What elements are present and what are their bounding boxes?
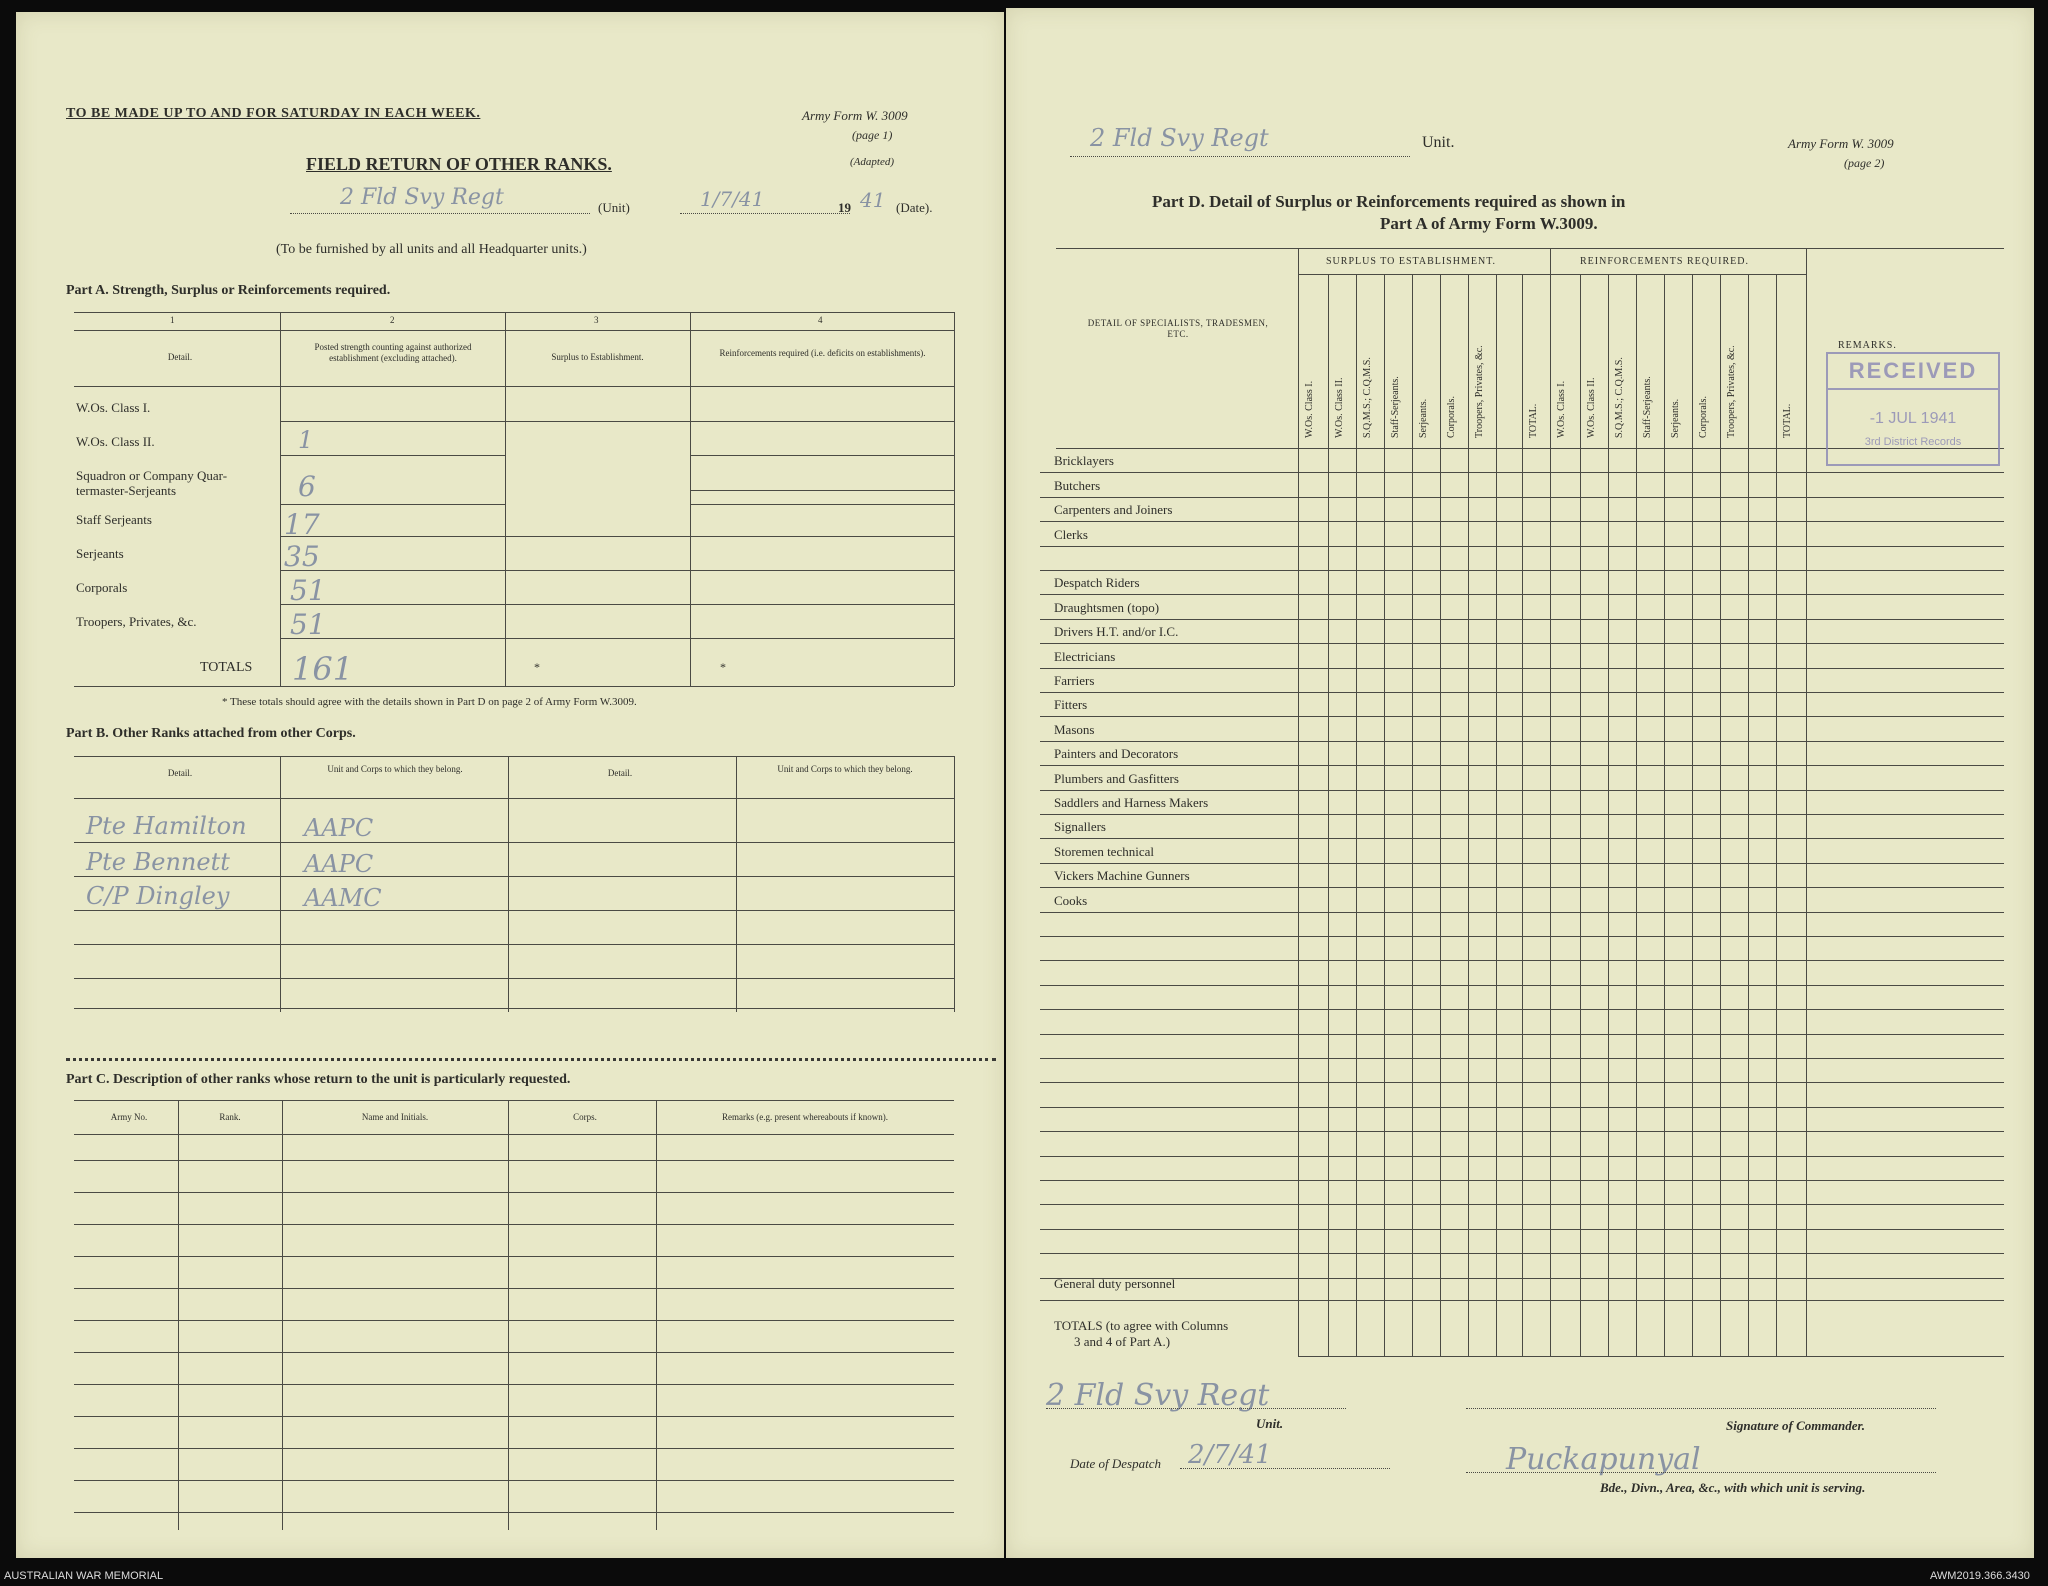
row-label: Staff Serjeants (76, 512, 152, 527)
ruled-line (1040, 790, 2004, 791)
value-staff-sjt: 17 (284, 508, 320, 541)
surplus-header: SURPLUS TO ESTABLISHMENT. (1326, 256, 1497, 267)
ruled-line (74, 1448, 954, 1449)
ruled-line (1040, 1156, 2004, 1157)
row-label: Corporals (76, 580, 128, 595)
trade-label: Butchers (1054, 478, 1101, 493)
asterisk: * (720, 660, 726, 674)
ruled-line (1040, 960, 2004, 961)
part-a-heading: Part A. Strength, Surplus or Reinforcements required. (66, 283, 391, 298)
ruled-line (74, 1256, 954, 1257)
trade-label: Carpenters and Joiners (1054, 502, 1173, 517)
row-label: Serjeants (76, 546, 124, 561)
grid-col-line (1468, 274, 1469, 1356)
stamp-office: 3rd District Records (1864, 436, 1962, 448)
detail-header: DETAIL OF SPECIALISTS, TRADESMEN, ETC. (1087, 318, 1269, 339)
reinf-col-header: S.Q.M.S.; C.Q.M.S. (1614, 357, 1625, 438)
ruled-line (1040, 594, 2004, 595)
attached-unit: AAMC (304, 884, 382, 912)
ruled-line (1040, 619, 2004, 620)
surplus-col-header: Serjeants. (1418, 398, 1429, 438)
row-label: Squadron or Company Quar-termaster-Serjeants (76, 468, 228, 498)
archive-id: AWM2019.366.3430 (1930, 1570, 2030, 1582)
ruled-line (1040, 1229, 2004, 1230)
row-label: Troopers, Privates, &c. (76, 614, 197, 629)
grid-col-line (1664, 274, 1665, 1356)
part-b-col: Detail. (607, 768, 633, 778)
asterisk: * (534, 660, 540, 674)
general-duty-label: General duty personnel (1054, 1276, 1176, 1291)
part-b-col: Unit and Corps to which they belong. (777, 764, 913, 774)
totals-label: TOTALS (200, 660, 253, 675)
unit-label: (Unit) (598, 200, 630, 215)
part-b-col: Detail. (167, 768, 193, 778)
reinf-col-header: W.Os. Class I. (1556, 380, 1567, 438)
ruled-line (74, 1288, 954, 1289)
attached-detail: C/P Dingley (86, 882, 230, 910)
sign-unit-label: Unit. (1256, 1416, 1284, 1431)
ruled-line (74, 1320, 954, 1321)
value-sjt: 35 (284, 540, 320, 573)
totals-label-2: 3 and 4 of Part A.) (1074, 1334, 1171, 1349)
ruled-line (1040, 716, 2004, 717)
adapted-note: (Adapted) (850, 156, 894, 168)
grid-col-line (1550, 274, 1551, 1356)
ruled-line (1040, 472, 2004, 473)
ruled-line (1040, 887, 2004, 888)
ruled-line (1040, 814, 2004, 815)
part-c-col: Corps. (573, 1112, 597, 1122)
page-number: (page 1) (852, 128, 893, 142)
grid-col-line (1356, 274, 1357, 1356)
ruled-line (74, 1224, 954, 1225)
part-a-col-posted: Posted strength counting against authorized establishment (excluding attached). (314, 342, 472, 363)
stamp-date: -1 JUL 1941 (1869, 410, 1957, 427)
despatch-label: Date of Despatch (1070, 1456, 1161, 1471)
reinf-col-header: Staff-Serjeants. (1642, 376, 1653, 438)
ruled-line (74, 1160, 954, 1161)
surplus-col-header: TOTAL. (1528, 403, 1539, 438)
col-num-3: 3 (594, 315, 599, 325)
trade-label: Signallers (1054, 819, 1106, 834)
ruled-line (1040, 838, 2004, 839)
part-a-col-reinf: Reinforcements required (i.e. deficits on establishments). (719, 348, 926, 358)
date-label: (Date). (896, 200, 933, 215)
grid-col-line (1748, 274, 1749, 1356)
part-c-heading: Part C. Description of other ranks whose return to the unit is particularly requested. (66, 1072, 571, 1087)
trade-label: Plumbers and Gasfitters (1054, 771, 1179, 786)
part-a-col-detail: Detail. (167, 352, 193, 362)
ruled-line (1040, 692, 2004, 693)
ruled-line (74, 1512, 954, 1513)
trade-label: Masons (1054, 722, 1095, 737)
attached-detail: Pte Hamilton (86, 812, 247, 840)
reinf-col-header: TOTAL. (1782, 403, 1793, 438)
part-c-col: Name and Initials. (361, 1112, 429, 1122)
grid-col-line (1720, 274, 1721, 1356)
ruled-line (1040, 521, 2004, 522)
grid-col-line (1636, 274, 1637, 1356)
trade-label: Fitters (1054, 697, 1088, 712)
trade-label: Vickers Machine Gunners (1054, 868, 1190, 883)
form-id: Army Form W. 3009 (802, 108, 908, 123)
totals-value: 161 (292, 650, 354, 688)
ruled-line (74, 1352, 954, 1353)
ruled-line (74, 1384, 954, 1385)
ruled-line (1040, 985, 2004, 986)
grid-col-line (1496, 274, 1497, 1356)
value-cqms: 6 (298, 470, 316, 503)
grid-col-line (1692, 274, 1693, 1356)
row-label: W.Os. Class I. (76, 400, 151, 415)
ruled-line (1040, 863, 2004, 864)
surplus-col-header: Staff-Serjeants. (1390, 376, 1401, 438)
date-handwritten: 1/7/41 (700, 187, 765, 211)
unit-handwritten: 2 Fld Svy Regt (1090, 124, 1269, 152)
bde-label: Bde., Divn., Area, &c., with which unit is serving. (1600, 1480, 1866, 1495)
value-wo2: 1 (298, 426, 314, 454)
ruled-line (1040, 546, 2004, 547)
ruled-line (1040, 741, 2004, 742)
reinf-col-header: Serjeants. (1670, 398, 1681, 438)
ruled-line (1040, 668, 2004, 669)
ruled-line (74, 1480, 954, 1481)
grid-col-line (1298, 274, 1299, 1356)
value-pte: 51 (290, 608, 326, 641)
surplus-col-header: W.Os. Class I. (1304, 380, 1315, 438)
col-num-2: 2 (390, 315, 395, 325)
reinf-header: REINFORCEMENTS REQUIRED. (1580, 256, 1750, 267)
trade-label: Farriers (1054, 673, 1095, 688)
ruled-line (1040, 1278, 2004, 1279)
ruled-line (1040, 1009, 2004, 1010)
unit-label: Unit. (1422, 134, 1455, 151)
trade-label: Cooks (1054, 893, 1088, 908)
trade-label: Electricians (1054, 649, 1116, 664)
form-title: FIELD RETURN OF OTHER RANKS. (306, 154, 612, 174)
ruled-line (1040, 1204, 2004, 1205)
ruled-line (1040, 912, 2004, 913)
surplus-col-header: S.Q.M.S.; C.Q.M.S. (1362, 357, 1373, 438)
stamp-title: RECEIVED (1848, 358, 1978, 383)
trade-label: Bricklayers (1054, 453, 1114, 468)
grid-col-line (1580, 274, 1581, 1356)
ruled-line (1040, 570, 2004, 571)
despatch-handwritten: 2/7/41 (1188, 1440, 1272, 1470)
bde-handwritten: Puckapunyal (1506, 1442, 1701, 1477)
trade-label: Drivers H.T. and/or I.C. (1054, 624, 1179, 639)
attached-unit: AAPC (304, 850, 374, 878)
part-b-heading: Part B. Other Ranks attached from other Corps. (66, 726, 356, 741)
part-d-title-2: Part A of Army Form W.3009. (1380, 214, 1598, 233)
ruled-line (74, 1416, 954, 1417)
ruled-line (1040, 1082, 2004, 1083)
trade-label: Clerks (1054, 527, 1088, 542)
page-number: (page 2) (1844, 156, 1885, 170)
row-label: W.Os. Class II. (76, 434, 155, 449)
trade-label: Despatch Riders (1054, 575, 1140, 590)
ruled-line (1040, 1131, 2004, 1132)
part-b-col: Unit and Corps to which they belong. (327, 764, 463, 774)
grid-col-line (1776, 274, 1777, 1356)
trade-label: Storemen technical (1054, 844, 1154, 859)
grid-col-line (1608, 274, 1609, 1356)
ruled-line (74, 1192, 954, 1193)
trade-label: Painters and Decorators (1054, 746, 1179, 761)
surplus-col-header: W.Os. Class II. (1334, 377, 1345, 438)
value-cpl: 51 (290, 574, 326, 607)
ruled-line (1040, 1180, 2004, 1181)
ruled-line (1040, 1058, 2004, 1059)
totals-label: TOTALS (to agree with Columns (1054, 1318, 1229, 1333)
reinf-col-header: W.Os. Class II. (1586, 377, 1597, 438)
sign-unit-handwritten: 2 Fld Svy Regt (1046, 1378, 1270, 1413)
instruction-heading: TO BE MADE UP TO AND FOR SATURDAY IN EACH WEEK. (66, 106, 481, 121)
reinf-col-header: Corporals. (1698, 396, 1709, 438)
ruled-line (1040, 497, 2004, 498)
ruled-line (1040, 1034, 2004, 1035)
attached-detail: Pte Bennett (86, 848, 230, 876)
archive-credit: AUSTRALIAN WAR MEMORIAL (4, 1570, 164, 1582)
received-stamp (1826, 352, 2000, 466)
year-prefix: 19 (838, 200, 851, 215)
grid-col-line (1522, 274, 1523, 1356)
grid-col-line (1328, 274, 1329, 1356)
year-handwritten: 41 (860, 188, 886, 212)
part-c-col: Rank. (219, 1112, 241, 1122)
trade-label: Draughtsmen (topo) (1054, 600, 1160, 615)
remarks-header: REMARKS. (1838, 340, 1897, 351)
grid-col-line (1806, 274, 1807, 1356)
unit-handwritten: 2 Fld Svy Regt (340, 185, 504, 210)
part-a-footnote: * These totals should agree with the details shown in Part D on page 2 of Army Form W.3009. (222, 696, 637, 708)
ruled-line (1040, 1107, 2004, 1108)
grid-col-line (1440, 274, 1441, 1356)
part-c-col: Army No. (110, 1112, 148, 1122)
col-num-1: 1 (170, 315, 175, 325)
trade-label: Saddlers and Harness Makers (1054, 795, 1209, 810)
surplus-col-header: Troopers, Privates, &c. (1474, 345, 1485, 438)
attached-unit: AAPC (304, 814, 374, 842)
part-d-title: Part D. Detail of Surplus or Reinforcements required as shown in (1152, 192, 1626, 211)
grid-col-line (1412, 274, 1413, 1356)
surplus-col-header: Corporals. (1446, 396, 1457, 438)
ruled-line (1040, 643, 2004, 644)
signature-label: Signature of Commander. (1726, 1418, 1866, 1433)
part-a-col-surplus: Surplus to Establishment. (551, 352, 644, 362)
ruled-line (1040, 765, 2004, 766)
ruled-line (1040, 1253, 2004, 1254)
part-c-col: Remarks (e.g. present whereabouts if known). (722, 1112, 888, 1122)
reinf-col-header: Troopers, Privates, &c. (1726, 345, 1737, 438)
grid-col-line (1384, 274, 1385, 1356)
col-num-4: 4 (818, 315, 823, 325)
ruled-line (1040, 936, 2004, 937)
furnish-note: (To be furnished by all units and all Headquarter units.) (276, 242, 587, 257)
form-id: Army Form W. 3009 (1788, 136, 1894, 151)
